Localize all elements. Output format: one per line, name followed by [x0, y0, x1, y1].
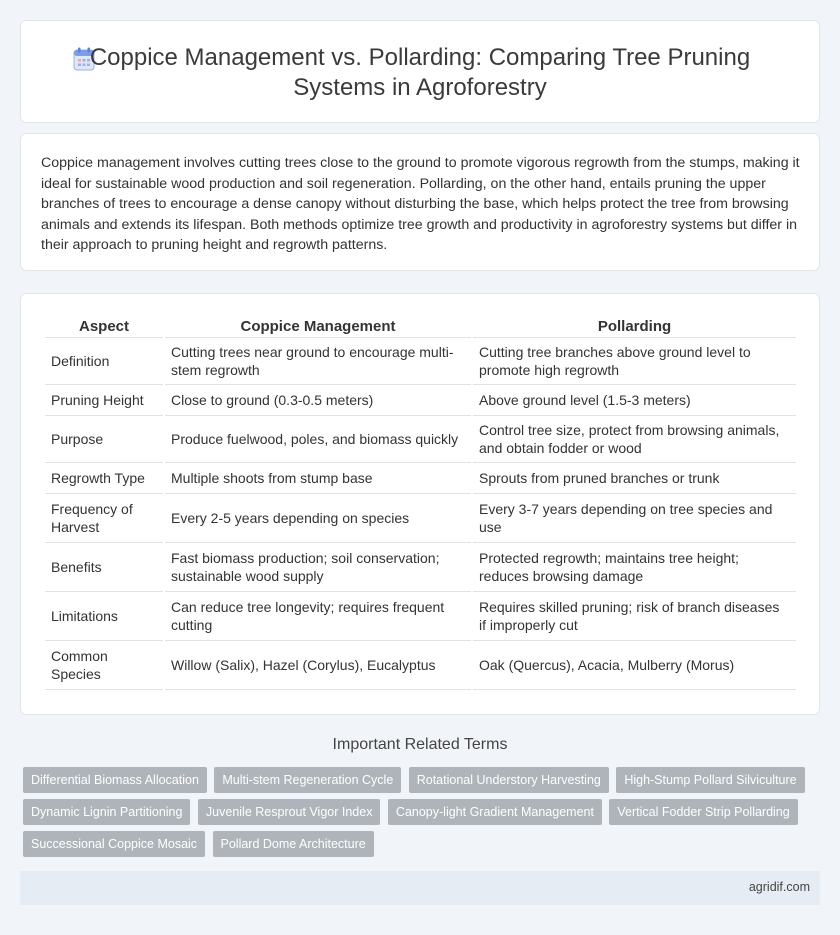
cell-coppice: Produce fuelwood, poles, and biomass quickly: [165, 416, 471, 463]
cell-coppice: Willow (Salix), Hazel (Corylus), Eucalyptus: [165, 641, 471, 690]
comparison-table: [43, 314, 798, 690]
cell-aspect: Limitations: [45, 592, 163, 641]
page-title: Coppice Management vs. Pollarding: Comparing Tree Pruning Systems in Agroforestry: [89, 44, 751, 101]
related-term-tag[interactable]: High-Stump Pollard Silviculture: [616, 767, 804, 793]
cell-pollarding: Every 3-7 years depending on tree species and use: [473, 494, 796, 543]
footer: [20, 871, 820, 905]
table-row: [45, 494, 796, 543]
table-row: [45, 416, 796, 463]
cell-coppice: Fast biomass production; soil conservation; sustainable wood supply: [165, 543, 471, 592]
table-row: [45, 592, 796, 641]
cell-pollarding: Above ground level (1.5-3 meters): [473, 385, 796, 416]
cell-pollarding: Protected regrowth; maintains tree height; reduces browsing damage: [473, 543, 796, 592]
related-term-tag[interactable]: Pollard Dome Architecture: [213, 831, 374, 857]
cell-coppice: Cutting trees near ground to encourage multi-stem regrowth: [165, 338, 471, 385]
title-card: [20, 20, 820, 123]
intro-card: [20, 133, 820, 271]
header-pollarding: Pollarding: [473, 314, 796, 338]
cell-pollarding: Requires skilled pruning; risk of branch diseases if improperly cut: [473, 592, 796, 641]
header-aspect: Aspect: [45, 314, 163, 338]
cell-aspect: Benefits: [45, 543, 163, 592]
related-terms-heading: Important Related Terms: [332, 736, 508, 753]
cell-coppice: Multiple shoots from stump base: [165, 463, 471, 494]
table-row: [45, 385, 796, 416]
cell-aspect: Purpose: [45, 416, 163, 463]
cell-aspect: Pruning Height: [45, 385, 163, 416]
cell-aspect: Regrowth Type: [45, 463, 163, 494]
cell-coppice: Can reduce tree longevity; requires frequent cutting: [165, 592, 471, 641]
footer-site-link[interactable]: agridif.com: [748, 880, 810, 894]
cell-aspect: Frequency of Harvest: [45, 494, 163, 543]
cell-pollarding: Oak (Quercus), Acacia, Mulberry (Morus): [473, 641, 796, 690]
cell-aspect: Definition: [45, 338, 163, 385]
related-term-tag[interactable]: Multi-stem Regeneration Cycle: [214, 767, 401, 793]
related-terms-list: [23, 767, 813, 863]
cell-pollarding: Control tree size, protect from browsing animals, and obtain fodder or wood: [473, 416, 796, 463]
cell-coppice: Every 2-5 years depending on species: [165, 494, 471, 543]
cell-coppice: Close to ground (0.3-0.5 meters): [165, 385, 471, 416]
table-row: [45, 338, 796, 385]
header-coppice: Coppice Management: [165, 314, 471, 338]
related-term-tag[interactable]: Vertical Fodder Strip Pollarding: [609, 799, 797, 825]
table-row: [45, 463, 796, 494]
related-term-tag[interactable]: Successional Coppice Mosaic: [23, 831, 205, 857]
related-term-tag[interactable]: Canopy-light Gradient Management: [388, 799, 602, 825]
related-term-tag[interactable]: Rotational Understory Harvesting: [409, 767, 609, 793]
cell-pollarding: Sprouts from pruned branches or trunk: [473, 463, 796, 494]
related-term-tag[interactable]: Dynamic Lignin Partitioning: [23, 799, 190, 825]
cell-aspect: Common Species: [45, 641, 163, 690]
related-term-tag[interactable]: Differential Biomass Allocation: [23, 767, 207, 793]
intro-paragraph: Coppice management involves cutting trees close to the ground to promote vigorous regrowth from the stumps, making it ideal for sustainable wood production and soil regeneration. Pollarding, on the other hand, entails pruning the upper branches of trees to encourage a dense canopy without disturbing the base, which helps protect the tree from browsing animals and extends its lifespan. Both methods optimize tree growth and productivity in agroforestry systems but differ in their approach to pruning height and regrowth patterns.: [41, 155, 800, 253]
related-term-tag[interactable]: Juvenile Resprout Vigor Index: [198, 799, 381, 825]
cell-pollarding: Cutting tree branches above ground level to promote high regrowth: [473, 338, 796, 385]
comparison-card: [20, 293, 820, 715]
table-header-row: [45, 314, 796, 338]
table-row: [45, 641, 796, 690]
table-row: [45, 543, 796, 592]
